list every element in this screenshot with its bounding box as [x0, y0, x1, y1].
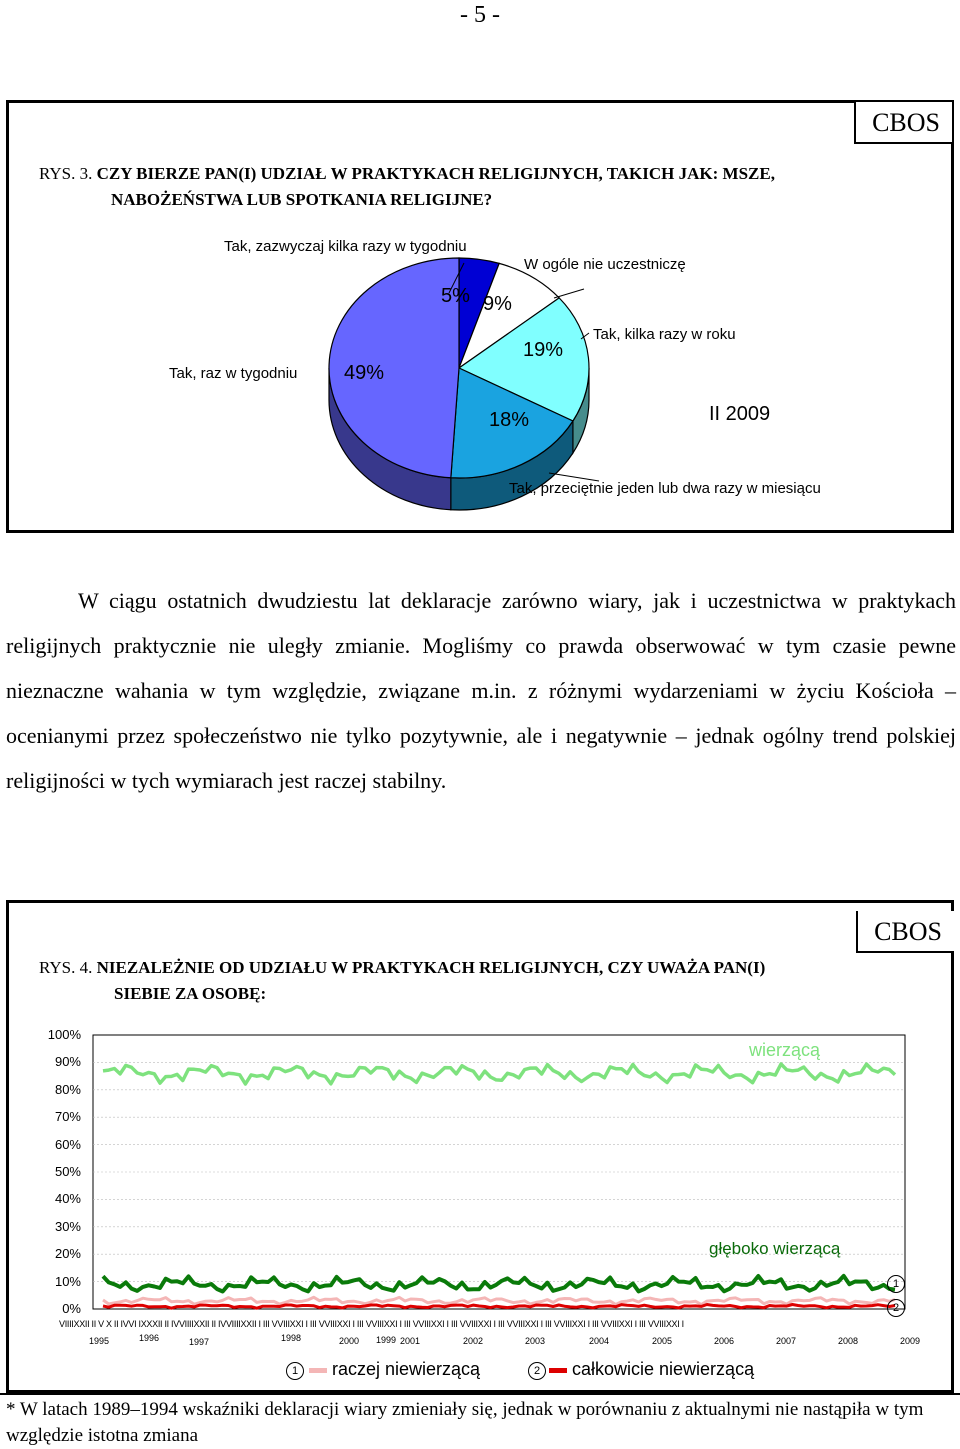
series-label-wierzaca: wierzącą	[749, 1040, 821, 1060]
pie-value-5: 5%	[441, 285, 470, 307]
line-chart	[9, 903, 951, 1390]
y-tick-label: 10%	[54, 1273, 81, 1289]
x-year-label: 2006	[714, 1336, 735, 1346]
figure-4	[6, 900, 954, 1393]
pie-value-49: 49%	[344, 362, 385, 384]
figure-4-title-line2: SIEBIE ZA OSOBĘ:	[114, 984, 267, 1003]
legend-label-calkowicie: całkowicie niewierzącą	[572, 1359, 755, 1379]
cbos-logo: CBOS	[854, 100, 954, 144]
pie-value-18: 18%	[489, 409, 530, 431]
y-tick-label: 50%	[54, 1164, 81, 1179]
series-line-raczej	[103, 1297, 895, 1304]
series-line-wierzaca	[103, 1064, 895, 1084]
series-label-gleboko: głęboko wierzącą	[709, 1239, 841, 1258]
pie-label-kilka-razy-rok: Tak, kilka razy w roku	[593, 326, 736, 343]
x-year-label: 2008	[838, 1336, 859, 1346]
x-year-label: 2002	[463, 1336, 484, 1346]
legend-swatch-raczej	[309, 1368, 327, 1373]
y-tick-label: 30%	[54, 1218, 81, 1234]
x-year-label: 2005	[652, 1336, 673, 1346]
footnote-rule	[0, 1393, 960, 1395]
x-year-label: 1995	[89, 1336, 110, 1346]
y-tick-label: 0%	[62, 1301, 81, 1316]
y-tick-label: 60%	[54, 1136, 81, 1152]
y-tick-label: 40%	[54, 1191, 81, 1207]
x-axis-month-ticks: VIIIIXXII II V X II IVVI IXXXII II IVVIIIIXXII II IVVIIIIXXII I III VVIIIXXI I III VVIIIXXI I III VVIIIXXI I III VVIIIXXI I III VVIIIXXI I III VVIIIXXI I III VVIIIXXI I III VVIIIXXI I III VVIIIXXI I	[59, 1319, 684, 1329]
legend-marker-1: 1	[286, 1362, 304, 1380]
legend-swatch-calkowicie	[549, 1368, 567, 1373]
cbos-logo: CBOS	[856, 911, 954, 953]
legend-label-raczej: raczej niewierzącą	[332, 1359, 481, 1379]
legend-marker-2: 2	[528, 1362, 546, 1380]
body-paragraph-text: W ciągu ostatnich dwudziestu lat deklaracje zarówno wiary, jak i uczestnictwa w praktykach religijnych praktycznie nie uległy zmianie. Mogliśmy co prawda obserwować w tym czasie pewne nieznaczne wahania w tym względzie, związane m.in. z różnymi wydarzeniami w życiu Kościoła – ocenianymi przez społeczeństwo nie tylko pozytywnie, ale i negatywnie – jednak ogólny trend polskiej religijności w tych wymiarach jest raczej stabilny.	[6, 588, 956, 793]
footnote	[6, 1397, 956, 1449]
pie-period: II 2009	[709, 403, 771, 425]
figure-4-title-line1: NIEZALEŻNIE OD UDZIAŁU W PRAKTYKACH RELIGIJNYCH, CZY UWAŻA PAN(I)	[96, 958, 766, 977]
figure-3-number: RYS. 3.	[39, 164, 93, 183]
y-tick-label: 20%	[54, 1246, 81, 1262]
figure-3-title-line1: CZY BIERZE PAN(I) UDZIAŁ W PRAKTYKACH RELIGIJNYCH, TAKICH JAK: MSZE,	[96, 164, 775, 183]
x-year-label: 2001	[400, 1336, 421, 1346]
footnote-text: * W latach 1989–1994 wskaźniki deklaracji wiary zmieniały się, jednak w porównaniu z aktualnymi nie nastąpiła w tym względzie istotna zmiana	[6, 1399, 924, 1446]
figure-3-title-line2: NABOŻEŃSTWA LUB SPOTKANIA RELIGIJNE?	[111, 190, 493, 209]
x-year-label: 1996	[139, 1333, 160, 1343]
y-tick-label: 70%	[54, 1109, 81, 1125]
series-line-gleboko	[103, 1276, 895, 1292]
x-year-label: 1999	[376, 1335, 397, 1345]
x-year-label: 2004	[589, 1336, 610, 1346]
pie-leader-line-1	[554, 289, 584, 298]
pie-chart	[9, 103, 951, 530]
x-year-label: 2007	[776, 1336, 797, 1346]
x-year-label: 2003	[525, 1336, 546, 1346]
body-paragraph	[6, 578, 956, 803]
y-tick-label: 80%	[54, 1081, 81, 1097]
x-year-label: 2000	[339, 1336, 360, 1346]
pie-label-raz-tydzien: Tak, raz w tygodniu	[169, 365, 298, 382]
pie-value-9: 9%	[483, 293, 512, 315]
series-marker-1: 1	[887, 1275, 905, 1293]
pie-label-kilka-razy-tydzien: Tak, zazwyczaj kilka razy w tygodniu	[224, 238, 467, 255]
figure-3	[6, 100, 954, 533]
y-tick-label: 90%	[54, 1054, 81, 1070]
series-marker-2: 2	[887, 1299, 905, 1317]
pie-label-raz-dwa-miesiac: Tak, przeciętnie jeden lub dwa razy w miesiącu	[509, 480, 821, 497]
series-line-calkowicie	[103, 1305, 895, 1309]
page-number: - 5 -	[460, 2, 500, 28]
y-tick-label: 100%	[47, 1027, 81, 1042]
x-year-label: 2009	[900, 1336, 921, 1346]
figure-4-number: RYS. 4.	[39, 958, 93, 977]
x-year-label: 1997	[189, 1337, 210, 1347]
pie-value-19: 19%	[523, 339, 564, 361]
pie-label-nie-uczestnicze: W ogóle nie uczestniczę	[524, 256, 686, 273]
x-year-label: 1998	[281, 1333, 302, 1343]
